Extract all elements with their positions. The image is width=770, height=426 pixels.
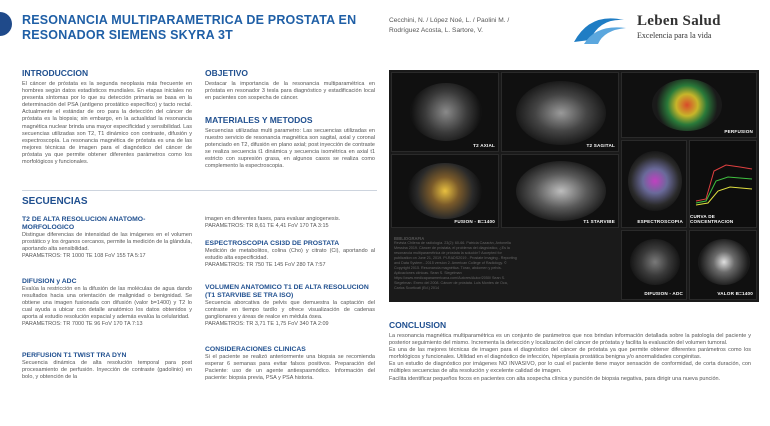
divider (22, 190, 377, 191)
t2-heading: T2 DE ALTA RESOLUCION ANATOMO-MORFOLOGICO (22, 216, 146, 231)
espectro-params: PARAMETROS: TR 750 TE 145 FoV 280 TA 7:57 (205, 262, 326, 269)
mri-label: FUSION - B=1400 (454, 219, 495, 224)
volumen-body: Secuencia aborcativa de pelvis que demuestra la captación del contraste en tiempo tardío y ofrece visualización de cadenas ganglionares y áreas de realce en médula ósea. (205, 300, 375, 321)
perfusion-cont-section (205, 216, 375, 230)
perfusion-heading: PERFUSION T1 TWIST TRA DYN (22, 352, 127, 359)
mri-label: T2 SAGITAL (586, 143, 615, 148)
concentration-curve-icon (694, 151, 754, 209)
t2-body: Distingue diferencias de intensidad de las imágenes en el volumen prostático y los órganos cercanos, permite la medición de la glándula, aportando alta sensibilidad. (22, 232, 192, 253)
mri-label: T2 AXIAL (473, 143, 495, 148)
difusion-heading: DIFUSION y ADC (22, 278, 77, 285)
intro-section (22, 68, 192, 166)
intro-body: El cáncer de próstata es la segunda neoplasia más frecuente en hombres según datos estadísticos mundiales. En etapas iniciales no presenta síntomas por lo que su detección primaria se basa en la determinación del PSA (antígeno prostático específico) y tacto rectal. Actualmente el estándar de oro para la detección del cáncer de próstata es la biopsia; sin embargo, en la actualidad la resonancia magnética nuclear brinda una mayor especificidad y sensibilidad. Las secuencias utilizadas son T2, T1 dinámico con contraste, difusión y espectroscopía. La resonancia magnética de próstata es una de las mejores técnicas de imagen para el diagnóstico del cáncer de próstata ya que permite obtener diferentes parámetros como los morfológicos y funcionales. (22, 81, 192, 166)
poster-title: RESONANCIA MULTIPARAMETRICA DE PROSTATA EN RESONADOR SIEMENS SKYRA 3T (22, 13, 357, 42)
conclusion-p3: Es un estudio de diagnóstico por imágenes NO INVASIVO, por lo cual el paciente tiene mayor sensación de conformidad, de corta duración, con múltiples secuencias de alta resolución y excelente calidad de imagen. (389, 361, 751, 375)
espectro-section (205, 240, 375, 269)
materiales-body: Secuencias utilizadas multi parametro: Las secuencias utilizadas en nuestro servicio de resonancia magnética son sagital, axial y coronal potenciado en T2, difusión en plano axial; post inyección de contraste se realiza secuencia t1 dinámica y secuencia isométrica en axial t1 estricto con supresión grasa, en algunos casos se realiza como complemento la espectroscopia. (205, 128, 375, 170)
volumen-params: PARAMETROS: TR 3,71 TE 1,75 FoV 340 TA 2:09 (205, 321, 329, 328)
logo-name: Leben Salud (637, 13, 721, 29)
t2-section (22, 216, 192, 260)
mri-tile-espectroscopia (621, 140, 687, 228)
secuencias-heading: SECUENCIAS (22, 196, 88, 207)
conclusion-heading: CONCLUSION (389, 320, 447, 330)
perfusion-body: Secuencia dinámica de alta resolución temporal para post procesamiento de perfusión. Inyección de contraste (gadolinio) en bolo, y obtención de la (22, 360, 192, 381)
mri-tile-difusion-adc (621, 230, 687, 300)
mri-tile-valor-b (689, 230, 757, 300)
conclusion-p2: Es una de las mejores técnicas de imagen para el diagnóstico del cáncer de próstata ya que permite obtener diferentes parámetros como los morfológicos y funcionales. Utilidad en el diagnóstico de infección, hiperplasia prostática benigna y/o anormalidades congénitas. (389, 347, 751, 361)
mri-tile-perfusion (621, 72, 757, 138)
corner-decoration (0, 12, 12, 36)
mri-label: CURVA DE CONCENTRACION (690, 214, 734, 224)
mri-tile-t2-axial (391, 72, 499, 152)
mri-tile-fusion (391, 154, 499, 228)
intro-heading: INTRODUCCION (22, 68, 89, 78)
difusion-body: Evalúa la restricción en la difusión de las moléculas de agua dando resultados hacia una orientación de malignidad o benignidad. Se obtiene una imagen fusionada con difusión (valor b=1400) y T2 lo cual ayuda a ubicar con detalle anatómico los datos obtenidos y aporta al estudio resolución espacial y además evalúa la celularidad. (22, 286, 192, 321)
conclusion-p1: La resonancia magnética multiparamétrica es un conjunto de parámetros que nos brindan información detallada sobre la patología del paciente y posterior seguimiento del mismo. Incrementa la detección y localización del cáncer de próstata y facilita la evaluación del volumen tumoral. (389, 333, 751, 347)
objetivo-body: Destacar la importancia de la resonancia multiparamétrica en próstata en resonador 3 tesla para diagnóstico y estadificación local en pacientes con sospecha de cáncer. (205, 81, 375, 102)
mri-label: T1 STARVIBE (583, 219, 615, 224)
logo-tagline: Excelencia para la vida (637, 31, 712, 40)
mri-tile-t2-sagital (501, 72, 619, 152)
bibliografia-body: Revista Chilena de radiología. 23(2): 60-66. Patricia Cazarán, Antonella Messina 2019. Cáncer de próstata, el problema del diagnóstico, ¿Es la resonancia multiparamétrica de próstata la solución? Accepted for publication on June 21, 2019. PI-RADS2019 - Prostate Imaging - Reporting and Data System - 2015 version 2. American College of Radiology. © Copyright 2015. Resonancia magnética. Tórax, abdomen y pelvis. Aplicaciones clínicas. Sean S. Siegelman https://www.medicapanamericana.com/Autores/Autor/2050/ Sean S. Siegelman. Enero del 2008. Cáncer de próstata. Luis Montes de Oca, Carlos Scorticati (Ed.) 2014 (394, 241, 517, 290)
bibliografia-section (394, 236, 519, 291)
difusion-section (22, 278, 192, 329)
consideraciones-heading: CONSIDERACIONES CLINICAS (205, 346, 306, 353)
perfusion-cont: imagen en diferentes fases, para evaluar angiogenesis. (205, 216, 341, 222)
mri-label: PERFUSION (724, 129, 753, 134)
difusion-params: PARAMETROS: TR 7000 TE 96 FoV 170 TA 7:13 (22, 321, 143, 328)
objetivo-heading: OBJETIVO (205, 68, 248, 78)
volumen-heading: VOLUMEN ANATOMICO T1 DE ALTA RESOLUCION (T1 STARVIBE SE TRA ISO) (205, 284, 369, 299)
mri-label: VALOR B=1400 (717, 291, 753, 296)
materiales-heading: MATERIALES Y METODOS (205, 115, 313, 125)
objetivo-section (205, 68, 375, 102)
bibliografia-heading: BIBLIOGRAFIA (394, 236, 425, 241)
logo-wave-icon (570, 10, 628, 46)
perfusion-section (22, 352, 192, 381)
perfusion-params: PARAMETROS: TR 8,61 TE 4,41 FoV 170 TA 3:15 (205, 223, 329, 230)
conclusion-p4: Facilita identificar pequeños focos en pacientes con alta sospecha clínica y punción de biopsia negativa, para dirigir una nueva punción. (389, 375, 721, 382)
authors: Cecchini, N. / López Noé, L. / Paolini M. / Rodríguez Acosta, L. Sartore, V. (389, 17, 510, 34)
mri-label: ESPECTROSCOPIA (637, 219, 683, 224)
consideraciones-section (205, 346, 375, 382)
espectro-body: Medición de metabolitos, colina (Cho) y citrato (Ci), aportando al estudio alta especificidad. (205, 248, 375, 262)
t2-params: PARAMETROS: TR 1000 TE 108 FoV 155 TA 5:17 (22, 253, 146, 260)
mri-label: DIFUSION - ADC (644, 291, 683, 296)
mri-tile-curva (689, 140, 757, 228)
conclusion-section (389, 320, 751, 383)
volumen-section (205, 284, 375, 328)
mri-tile-t1-starvibe (501, 154, 619, 228)
materiales-section (205, 115, 375, 171)
espectro-heading: ESPECTROSCOPIA CSI3D DE PROSTATA (205, 240, 340, 247)
consideraciones-body: Si el paciente se realizó anteriormente una biopsia se recomienda esperar 6 semanas para evitar falsos positivos. Preparación del Paciente: uso de un agente antiespasmódico. Información del paciente: biopsia previa, PSA y PSA historia. (205, 354, 375, 382)
